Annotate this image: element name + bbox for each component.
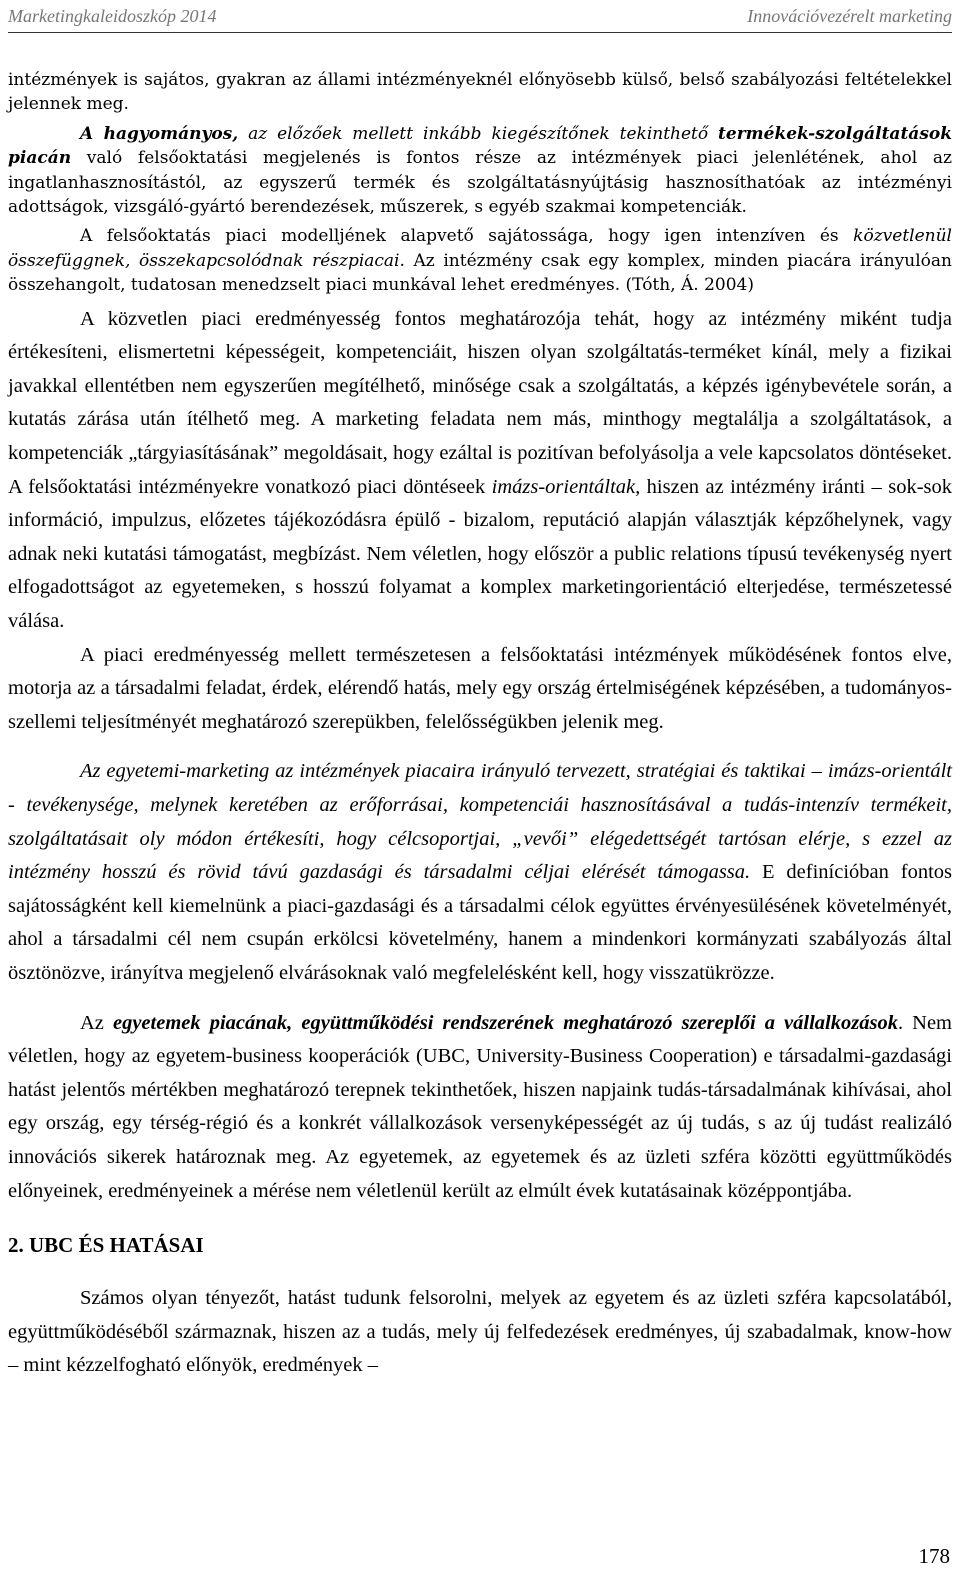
paragraph-3-italic: közvetlenül összefüggnek, összekapcsolódnak részpiacai. [8,226,952,271]
header-divider [8,32,952,33]
paragraph-8 [8,1282,952,1383]
paragraph-3-text-1: A felsőoktatás piaci modelljének alapvető sajátossága, hogy igen intenzíven és [80,226,854,247]
header-section-title: Innovációvezérelt marketing [747,6,952,26]
paragraph-7-text-2: . Nem véletlen, hogy az egyetem-business kooperációk (UBC, University-Business Cooperation) e társadalmi-gazdasági hatást jelentős mértékben meghatározó terepnek tekinthetőek, hiszen napjaink tudás-társadalmának kihívásai, ahol egy ország, egy térség-régió és a konkrét vállalkozások versenyképességét az új tudás, s az új tudást realizáló innovációs sikerek határoznak meg. Az egyetemek, az egyetemek és az üzleti szféra közötti együttműködés előnyeinek, eredményeinek a mérése nem véletlenül került az elmúlt évek kutatásainak középpontjába. [8,1011,953,1202]
paragraph-4-text-1: A közvetlen piaci eredményesség fontos meghatározója tehát, hogy az intézmény miként tudja értékesíteni, elismertetni képességeit, kompetenciáit, hiszen olyan szolgáltatás-terméket kínál, mely a fizikai javakkal ellentétben nem egyszerűen megítélhető, minősége csak a szolgáltatás, a képzés igénybevétele során, a kutatás zárása után ítélhető meg. A marketing feladata nem más, minthogy megtalálja a szolgáltatások, a kompetenciák „tárgyiasításának” megoldásait, hogy ezáltal is pozitívan befolyásolja a vele kapcsolatos döntéseket. A felsőoktatási intézményekre vonatkozó piaci döntéseek [8,307,952,498]
paragraph-2-text: való felsőoktatási megjelenés is fontos része az intézmények piaci jelenlétének, ahol az ingatlanhasznosítástól, az egyszerű termék és szolgáltatásnyújtásig hasznosíthatóak az intézményi adottságok, vizsgáló-gyártó berendezések, műszerek, s egyéb szakmai kompetenciák. [8,148,952,218]
paragraph-7-text-1: Az [80,1011,113,1034]
header-journal-title: Marketingkaleidoszkóp 2014 [8,6,217,26]
paragraph-7 [8,1007,952,1209]
paragraph-2 [8,122,952,220]
paragraph-2-italic-1: az előzőek mellett inkább kiegészítőnek tekinthető [238,123,719,144]
paragraph-4 [8,303,952,639]
paragraph-3 [8,224,952,297]
paragraph-4-italic: imázs-orientáltak, [491,475,641,498]
section-heading: 2. UBC ÉS HATÁSAI [8,1233,204,1258]
paragraph-2-emphasis-2: termékek-szolgáltatások piacán [8,123,953,169]
paragraph-2-emphasis-1: A hagyományos, [80,123,239,144]
spacer [8,739,952,755]
paragraph-1-text: intézmények is sajátos, gyakran az állami intézményeknél előnyösebb külső, belső szabályozási feltételekkel jelennek meg. [8,70,952,115]
spacer [8,991,952,1007]
paragraph-1 [8,68,952,117]
paragraph-8-text: Számos olyan tényezőt, hatást tudunk felsorolni, melyek az egyetem és az üzleti szféra kapcsolatából, együttműködéséből származnak, hiszen az a tudás, mely új felfedezések eredményes, új szabadalmak, know-how – mint kézzelfogható előnyök, eredmények – [8,1287,952,1377]
paragraph-7-emphasis: egyetemek piacának, együttműködési rendszerének meghatározó szereplői a vállalkozások [112,1011,898,1034]
paragraph-6-definition: Az egyetemi-marketing az intézmények piacaira irányuló tervezett, stratégiai és taktikai – imázs-orientált - tevékenysége, melynek keretében az erőforrásai, kompetenciái hasznosításával a tudás-intenzív termékeit, szolgáltatásait oly módon értékesíti, hogy célcsoportjai, „vevői” elégedettségét tartósan elérje, s ezzel az intézmény hosszú és rövid távú gazdasági és társadalmi céljai elérését támogassa. [8,760,952,884]
page-body [8,68,952,1383]
paragraph-4-text-2: hiszen az intézmény iránti – sok-sok információ, impulzus, előzetes tájékozódásra épülő - bizalom, reputáció alapján választják képzőhelynek, vagy adnak neki kutatási támogatást, megbízást. Nem véletlen, hogy először a public relations típusú tevékenység nyert elfogadottságot az egyetemeken, s hosszú folyamat a komplex marketingorientáció elterjedése, természetessé válása. [8,475,952,632]
page-number: 178 [918,1544,950,1568]
paragraph-5-text: A piaci eredményesség mellett természetesen a felsőoktatási intézmények működésének fontos elve, motorja az a társadalmi feladat, érdek, elérendő hatás, mely egy ország értelmiségének képzésében, a tudományos-szellemi teljesítményét meghatározó szerepükben, felelősségükben jelenik meg. [8,643,952,733]
paragraph-3-text-2: Az intézmény csak egy komplex, minden piacára irányulóan összehangolt, tudatosan menedzselt piaci munkával lehet eredményes. (Tóth, Á. 2004) [8,250,952,296]
paragraph-6 [8,755,952,990]
running-header [8,2,952,32]
paragraph-5 [8,639,952,740]
paragraph-6-text: E definícióban fontos sajátosságként kell kiemelnünk a piaci-gazdasági és a társadalmi célok együttes érvényesülésének követelményét, ahol a társadalmi cél nem csupán erkölcsi követelmény, hanem a mindenkori kormányzati szabályozás által ösztönözve, irányítva megjelenő elvárásoknak való megfelelésként kell, hogy visszatükrözze. [8,861,952,984]
